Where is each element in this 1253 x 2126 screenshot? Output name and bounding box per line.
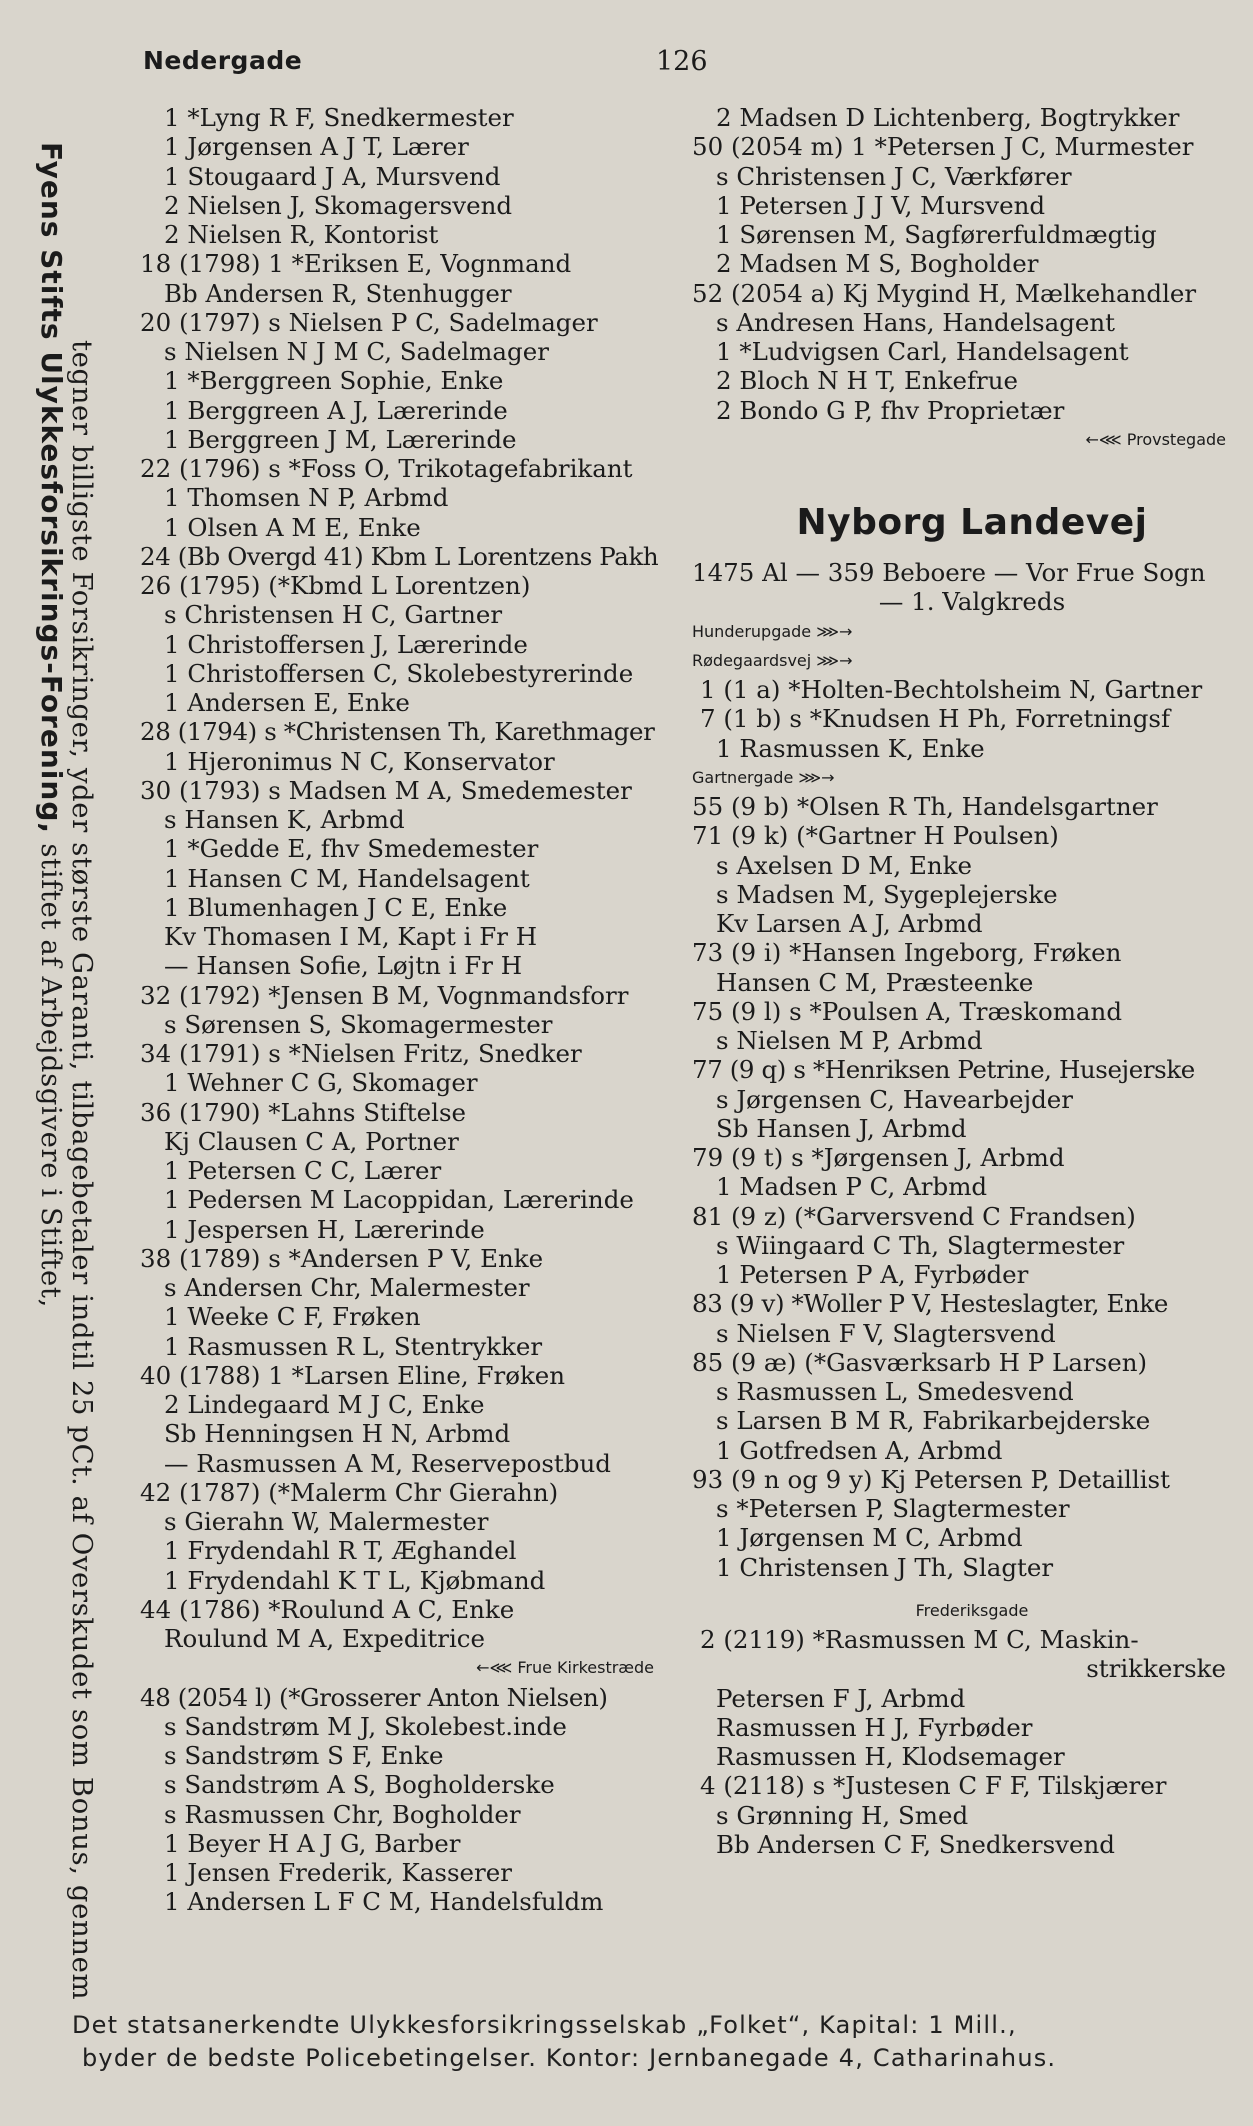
- listing-row: 1 Frydendahl K T L, Kjøbmand: [164, 1565, 546, 1595]
- listing-row: s Nielsen M P, Arbmd: [716, 1026, 983, 1055]
- page-number: 126: [656, 46, 708, 77]
- listing-row: 1 Christensen J Th, Slagter: [716, 1552, 1054, 1582]
- listing-row: s Larsen B M R, Fabrikarbejderske: [716, 1406, 1151, 1436]
- listing-row: 44 (1786) *Roulund A C, Enke: [140, 1594, 515, 1624]
- listing-row: Bb Andersen C F, Snedkersvend: [716, 1829, 1115, 1859]
- listing-row: 1 Jespersen H, Lærerinde: [164, 1214, 485, 1244]
- cross-street-label: Hunderupgade ⋙→: [692, 621, 853, 641]
- listing-row: 42 (1787) (*Malerm Chr Gierahn): [140, 1477, 559, 1507]
- side-advertisement: [0, 0, 100, 2126]
- listing-row: 75 (9 l) s *Poulsen A, Træskomand: [692, 996, 1123, 1026]
- listing-row: s Grønning H, Smed: [716, 1800, 969, 1830]
- side-ad-brand: Fyens Stifts Ulykkesforsikrings-Forening,: [35, 142, 68, 834]
- listing-row: s Sandstrøm S F, Enke: [164, 1741, 444, 1770]
- listing-row: 26 (1795) (*Kbmd L Lorentzen): [140, 571, 531, 600]
- listing-row: s *Petersen P, Slagtermester: [716, 1494, 1070, 1523]
- listing-row: 1 Berggreen J M, Lærerinde: [164, 424, 517, 454]
- listing-row: s Sørensen S, Skomagermester: [164, 1009, 553, 1039]
- cross-street-label: ←⋘ Frue Kirkestræde: [476, 1658, 654, 1678]
- listing-row: 1 Stougaard J A, Mursvend: [164, 161, 501, 191]
- listing-row: 1 Wehner C G, Skomager: [164, 1068, 478, 1098]
- footer-line-2: byder de bedste Policebetingelser. Kontor: Jernbanegade 4, Catharinahus.: [82, 2044, 1057, 2072]
- listing-row: s Jørgensen C, Havearbejder: [716, 1084, 1073, 1114]
- listing-row: 2 Madsen D Lichtenberg, Bogtrykker: [716, 103, 1180, 132]
- listing-row: s Sandstrøm M J, Skolebest.inde: [164, 1711, 567, 1741]
- listing-row: 34 (1791) s *Nielsen Fritz, Snedker: [140, 1039, 582, 1068]
- listing-row: 2 Nielsen R, Kontorist: [164, 220, 439, 249]
- listing-row: 1 *Berggreen Sophie, Enke: [164, 366, 504, 396]
- listing-row: 79 (9 t) s *Jørgensen J, Arbmd: [692, 1143, 1065, 1172]
- listing-row: 20 (1797) s Nielsen P C, Sadelmager: [140, 307, 598, 337]
- listing-row: s Axelsen D M, Enke: [716, 850, 972, 880]
- listing-row: 52 (2054 a) Kj Mygind H, Mælkehandler: [692, 278, 1197, 308]
- street-title: Nyborg Landevej: [796, 502, 1148, 543]
- cross-street-label: Frederiksgade: [915, 1600, 1029, 1620]
- listing-row: s Rasmussen L, Smedesvend: [716, 1377, 1074, 1406]
- listing-row: 1 Christoffersen J, Lærerinde: [164, 629, 528, 659]
- listing-row: 83 (9 v) *Woller P V, Hesteslagter, Enke: [692, 1289, 1168, 1319]
- footer-advertisement: [72, 2009, 1252, 2075]
- listing-row: strikkerske: [1086, 1654, 1226, 1684]
- listing-row: Rasmussen H, Klodsemager: [716, 1742, 1065, 1771]
- listing-row: Bb Andersen R, Stenhugger: [164, 278, 512, 308]
- listing-row: 48 (2054 l) (*Grosserer Anton Nielsen): [140, 1682, 608, 1712]
- listing-row: 24 (Bb Overgd 41) Kbm L Lorentzens Pakh: [140, 541, 659, 571]
- listing-row: 1 *Lyng R F, Snedkermester: [164, 103, 514, 132]
- listing-row: 1475 Al — 359 Beboere — Vor Frue Sogn: [692, 558, 1206, 587]
- cross-street-label: ←⋘ Provstegade: [1085, 429, 1226, 449]
- footer-line-1: Det statsanerkendte Ulykkesforsikringsselskab „Folket“, Kapital: 1 Mill.,: [72, 2011, 1017, 2039]
- listing-row: 1 Andersen L F C M, Handelsfuldm: [164, 1887, 604, 1917]
- listing-row: 1 Petersen P A, Fyrbøder: [716, 1260, 1029, 1289]
- listing-row: Petersen F J, Arbmd: [716, 1683, 966, 1713]
- listing-row: Kj Clausen C A, Portner: [164, 1126, 459, 1156]
- listing-row: s Christensen H C, Gartner: [164, 600, 503, 630]
- listing-row: 93 (9 n og 9 y) Kj Petersen P, Detaillist: [692, 1464, 1170, 1494]
- listing-row: 4 (2118) s *Justesen C F F, Tilskjærer: [700, 1771, 1167, 1801]
- listing-row: s Andresen Hans, Handelsagent: [716, 307, 1116, 337]
- listing-row: 1 Hjeronimus N C, Konservator: [164, 746, 555, 776]
- listing-row: 7 (1 b) s *Knudsen H Ph, Forretningsf: [700, 704, 1171, 734]
- listing-row: 1 Sørensen M, Sagførerfuldmægtig: [716, 220, 1157, 249]
- listing-row: 1 *Gedde E, fhv Smedemester: [164, 834, 539, 864]
- listing-row: 1 Pedersen M Lacoppidan, Lærerinde: [164, 1185, 634, 1215]
- listing-row: 1 Beyer H A J G, Barber: [164, 1828, 461, 1858]
- listing-row: 1 Rasmussen K, Enke: [716, 733, 985, 763]
- listing-row: 1 Blumenhagen J C E, Enke: [164, 892, 508, 922]
- listing-row: 1 (1 a) *Holten-Bechtolsheim N, Gartner: [700, 675, 1203, 704]
- listing-row: 55 (9 b) *Olsen R Th, Handelsgartner: [692, 792, 1158, 821]
- spacer: [692, 454, 1252, 488]
- listing-row: 2 Bloch N H T, Enkefrue: [716, 366, 1019, 396]
- right-column: [692, 103, 1252, 1859]
- listing-row: 38 (1789) s *Andersen P V, Enke: [140, 1243, 544, 1273]
- listing-row: — Hansen Sofie, Løjtn i Fr H: [164, 951, 523, 981]
- listing-row: — 1. Valgkreds: [878, 587, 1066, 617]
- listing-row: Sb Hansen J, Arbmd: [716, 1113, 967, 1143]
- listing-row: 2 Bondo G P, fhv Proprietær: [716, 395, 1065, 425]
- listing-row: 73 (9 i) *Hansen Ingeborg, Frøken: [692, 938, 1122, 968]
- listing-row: s Gierahn W, Malermester: [164, 1507, 489, 1536]
- listing-row: Sb Henningsen H N, Arbmd: [164, 1419, 511, 1449]
- listing-row: 1 Rasmussen R L, Stentrykker: [164, 1331, 543, 1361]
- listing-row: 1 Andersen E, Enke: [164, 688, 410, 717]
- listing-row: 1 Olsen A M E, Enke: [164, 512, 421, 542]
- listing-row: 1 Petersen C C, Lærer: [164, 1156, 442, 1185]
- listing-row: 1 Jørgensen A J T, Lærer: [164, 132, 469, 162]
- listing-row: 40 (1788) 1 *Larsen Eline, Frøken: [140, 1360, 566, 1390]
- listing-row: 30 (1793) s Madsen M A, Smedemester: [140, 775, 632, 805]
- listing-row: 18 (1798) 1 *Eriksen E, Vognmand: [140, 249, 572, 279]
- listing-row: s Madsen M, Sygeplejerske: [716, 879, 1058, 909]
- listing-row: 22 (1796) s *Foss O, Trikotagefabrikant: [140, 454, 633, 483]
- listing-row: 77 (9 q) s *Henriksen Petrine, Husejerske: [692, 1055, 1195, 1085]
- listing-row: — Rasmussen A M, Reservepostbud: [164, 1448, 611, 1478]
- listing-row: 1 Christoffersen C, Skolebestyrerinde: [164, 658, 634, 688]
- listing-row: Kv Thomasen I M, Kapt i Fr H: [164, 922, 538, 951]
- listing-row: Rasmussen H J, Fyrbøder: [716, 1712, 1033, 1742]
- listing-row: s Sandstrøm A S, Bogholderske: [164, 1770, 555, 1800]
- page-street-header: Nedergade: [143, 46, 303, 75]
- listing-row: s Nielsen N J M C, Sadelmager: [164, 337, 549, 366]
- listing-row: 2 Nielsen J, Skomagersvend: [164, 190, 513, 220]
- listing-row: s Christensen J C, Værkfører: [716, 161, 1072, 191]
- listing-row: 1 Petersen J J V, Mursvend: [716, 190, 1046, 220]
- listing-row: s Hansen K, Arbmd: [164, 805, 405, 834]
- listing-row: 2 (2119) *Rasmussen M C, Maskin-: [700, 1625, 1139, 1654]
- listing-row: 36 (1790) *Lahns Stiftelse: [140, 1097, 467, 1127]
- listing-row: 1 Madsen P C, Arbmd: [716, 1172, 988, 1202]
- listing-row: 81 (9 z) (*Garversvend C Frandsen): [692, 1201, 1136, 1231]
- spacer: [692, 1582, 1252, 1596]
- listing-row: 32 (1792) *Jensen B M, Vognmandsforr: [140, 980, 629, 1010]
- listing-row: 85 (9 æ) (*Gasværksarb H P Larsen): [692, 1347, 1148, 1377]
- listing-row: s Andersen Chr, Malermester: [164, 1273, 530, 1302]
- listing-row: 2 Madsen M S, Bogholder: [716, 249, 1039, 279]
- listing-row: Roulund M A, Expeditrice: [164, 1624, 486, 1653]
- cross-street-label: Gartnergade ⋙→: [692, 767, 835, 787]
- listing-row: 1 Gotfredsen A, Arbmd: [716, 1435, 1003, 1465]
- listing-row: 1 Hansen C M, Handelsagent: [164, 863, 530, 893]
- listing-row: 50 (2054 m) 1 *Petersen J C, Murmester: [692, 132, 1194, 162]
- listing-row: s Nielsen F V, Slagtersvend: [716, 1318, 1056, 1348]
- side-ad-line-2: tegner billigste Forsikringer, yder største Garanti, tilbagebetaler indtil 25 pCt. af Overskudet som Bonus, gennem: [66, 340, 98, 2001]
- listing-row: 1 Jensen Frederik, Kasserer: [164, 1858, 512, 1887]
- listing-row: 2 Lindegaard M J C, Enke: [164, 1390, 485, 1419]
- listing-row: 1 Thomsen N P, Arbmd: [164, 483, 449, 513]
- listing-row: 28 (1794) s *Christensen Th, Karethmager: [140, 717, 655, 747]
- left-column: [140, 103, 680, 1917]
- listing-row: 1 *Ludvigsen Carl, Handelsagent: [716, 337, 1129, 366]
- side-ad-line-1: [35, 142, 68, 1308]
- listing-row: 1 Weeke C F, Frøken: [164, 1302, 421, 1332]
- listing-row: 1 Frydendahl R T, Æghandel: [164, 1536, 517, 1566]
- listing-row: 1 Jørgensen M C, Arbmd: [716, 1523, 1023, 1553]
- listing-row: s Wiingaard C Th, Slagtermester: [716, 1230, 1125, 1260]
- cross-street-label: Rødegaardsvej ⋙→: [692, 650, 853, 670]
- listing-row: s Rasmussen Chr, Bogholder: [164, 1799, 521, 1829]
- side-ad-line-1-rest: stiftet af Arbejdsgivere i Stiftet,: [35, 834, 67, 1308]
- listing-row: 1 Berggreen A J, Lærerinde: [164, 395, 508, 425]
- listing-row: Hansen C M, Præsteenke: [716, 967, 1034, 997]
- listing-row: Kv Larsen A J, Arbmd: [716, 909, 983, 938]
- listing-row: 71 (9 k) (*Gartner H Poulsen): [692, 821, 1059, 851]
